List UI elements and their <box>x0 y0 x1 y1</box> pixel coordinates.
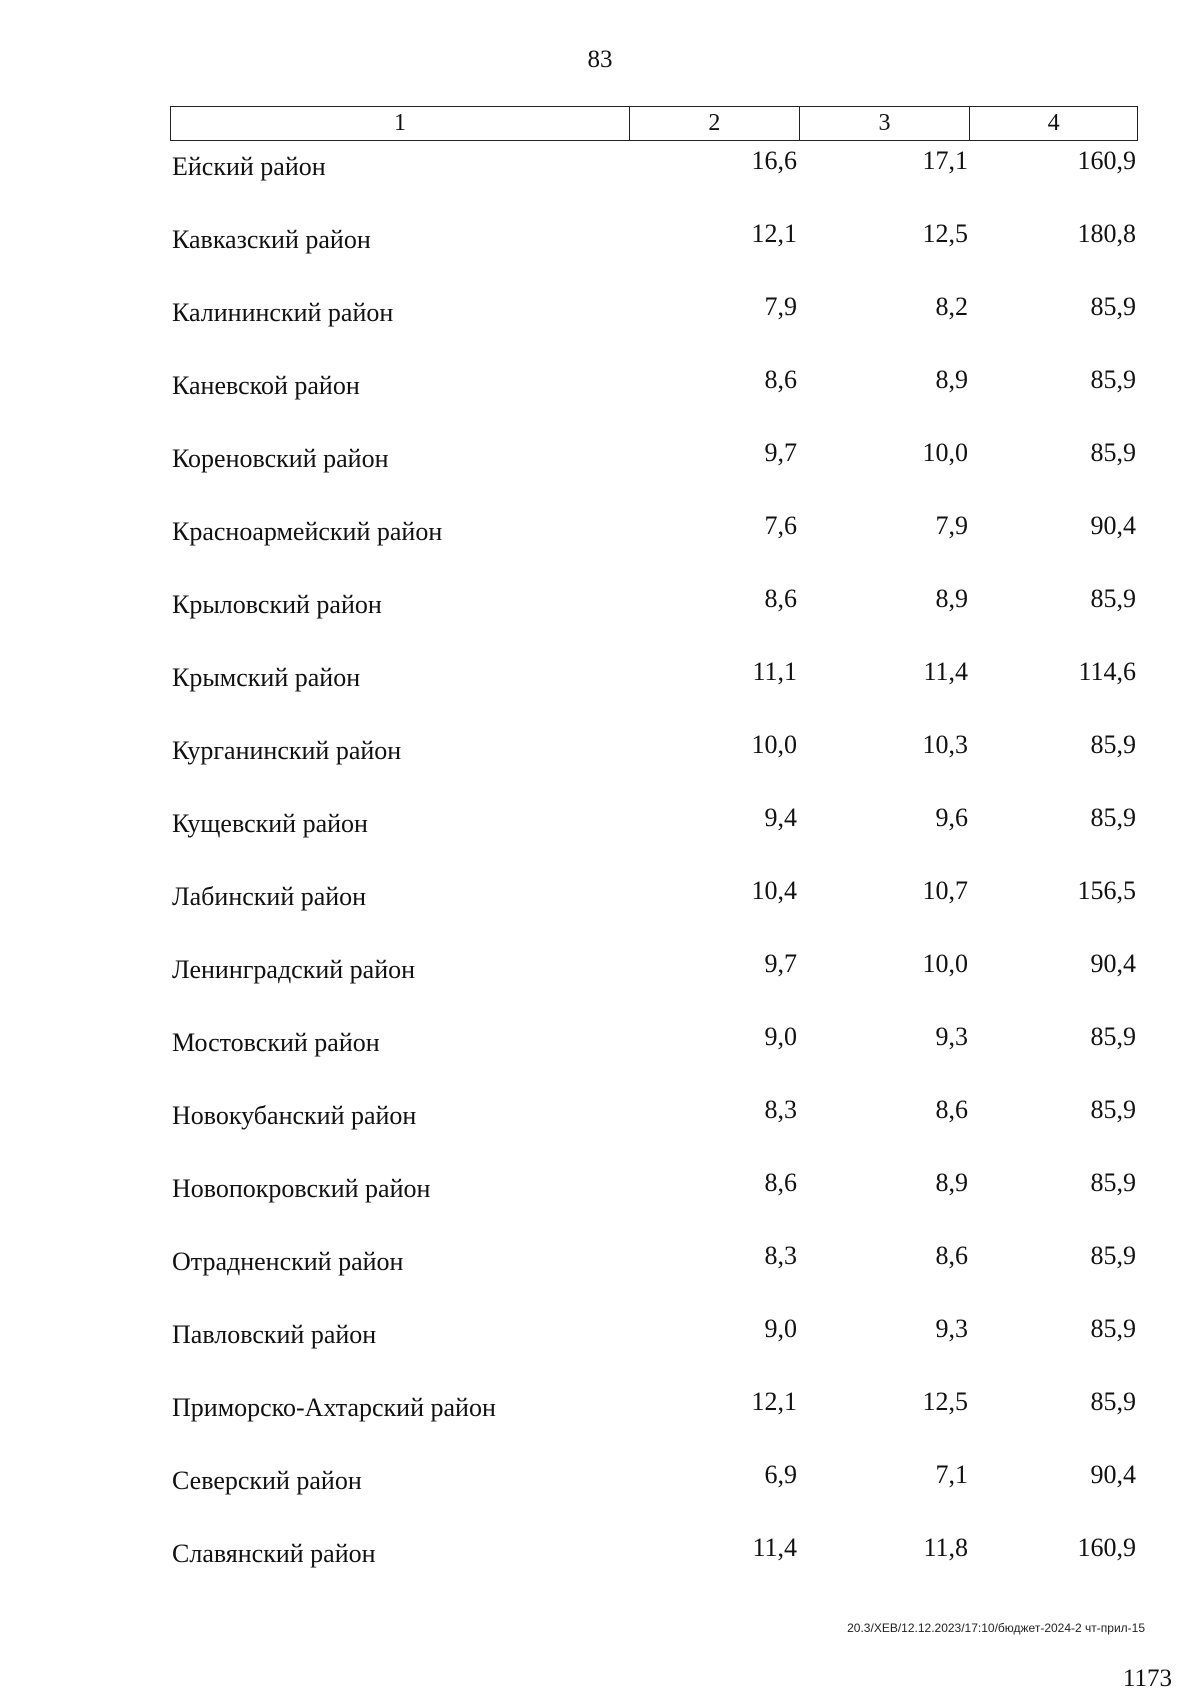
value-col-3: 10,0 <box>922 438 968 467</box>
value-col-3: 8,9 <box>935 584 968 613</box>
table-row <box>170 1382 1138 1455</box>
value-col-2: 8,3 <box>764 1095 797 1124</box>
value-col-3: 9,3 <box>935 1022 968 1051</box>
table-row <box>170 287 1138 360</box>
value-col-2: 7,9 <box>764 292 797 321</box>
district-name: Крымский район <box>172 663 361 692</box>
header-cell-1: 1 <box>394 110 407 136</box>
value-col-3: 8,6 <box>935 1095 968 1124</box>
table-row <box>170 579 1138 652</box>
value-col-3: 12,5 <box>922 1387 968 1416</box>
value-col-2: 8,6 <box>764 584 797 613</box>
district-name: Славянский район <box>172 1539 376 1568</box>
footer-document-code: 20.3/ХЕВ/12.12.2023/17:10/бюджет-2024-2 чт-прил-15 <box>847 1621 1145 1635</box>
table-row <box>170 1236 1138 1309</box>
value-col-4: 85,9 <box>1090 1168 1136 1197</box>
table-row <box>170 1090 1138 1163</box>
page-number: 83 <box>587 46 613 73</box>
table-row <box>170 1528 1138 1601</box>
value-col-3: 8,9 <box>935 1168 968 1197</box>
value-col-4: 160,9 <box>1077 146 1136 175</box>
value-col-3: 11,8 <box>923 1533 968 1562</box>
data-table <box>170 106 1138 1601</box>
value-col-3: 10,0 <box>922 949 968 978</box>
value-col-2: 11,4 <box>752 1533 797 1562</box>
district-name: Мостовский район <box>172 1028 380 1057</box>
district-name: Новопокровский район <box>172 1174 431 1203</box>
table-row <box>170 360 1138 433</box>
value-col-4: 90,4 <box>1090 1460 1136 1489</box>
value-col-3: 7,1 <box>935 1460 968 1489</box>
district-name: Красноармейский район <box>172 517 443 546</box>
table-row <box>170 1017 1138 1090</box>
value-col-4: 160,9 <box>1077 1533 1136 1562</box>
value-col-2: 12,1 <box>751 1387 797 1416</box>
district-name: Курганинский район <box>172 736 402 765</box>
value-col-4: 85,9 <box>1090 1022 1136 1051</box>
table-row <box>170 1163 1138 1236</box>
district-name: Калининский район <box>172 298 394 327</box>
value-col-4: 85,9 <box>1090 1387 1136 1416</box>
table-header-row <box>170 106 1138 141</box>
value-col-4: 85,9 <box>1090 1241 1136 1270</box>
header-cell-2: 2 <box>629 107 799 140</box>
district-name: Кореновский район <box>172 444 389 473</box>
value-col-4: 85,9 <box>1090 584 1136 613</box>
table-row <box>170 141 1138 214</box>
value-col-4: 90,4 <box>1090 511 1136 540</box>
value-col-3: 9,6 <box>935 803 968 832</box>
value-col-2: 9,4 <box>764 803 797 832</box>
table-body <box>170 141 1138 1601</box>
district-name: Отрадненский район <box>172 1247 404 1276</box>
district-name: Каневской район <box>172 371 360 400</box>
value-col-3: 17,1 <box>922 146 968 175</box>
value-col-4: 85,9 <box>1090 803 1136 832</box>
value-col-2: 8,6 <box>764 365 797 394</box>
value-col-2: 9,7 <box>764 438 797 467</box>
value-col-4: 90,4 <box>1090 949 1136 978</box>
value-col-2: 10,0 <box>751 730 797 759</box>
value-col-2: 9,0 <box>764 1314 797 1343</box>
value-col-4: 85,9 <box>1090 365 1136 394</box>
table-row <box>170 871 1138 944</box>
district-name: Приморско-Ахтарский район <box>172 1393 496 1422</box>
district-name: Лабинский район <box>172 882 367 911</box>
value-col-2: 8,6 <box>764 1168 797 1197</box>
value-col-3: 8,9 <box>935 365 968 394</box>
value-col-2: 16,6 <box>751 146 797 175</box>
value-col-4: 85,9 <box>1090 730 1136 759</box>
value-col-4: 85,9 <box>1090 438 1136 467</box>
value-col-3: 12,5 <box>922 219 968 248</box>
value-col-2: 6,9 <box>764 1460 797 1489</box>
value-col-2: 8,3 <box>764 1241 797 1270</box>
table-row <box>170 433 1138 506</box>
table-row <box>170 1455 1138 1528</box>
value-col-3: 9,3 <box>935 1314 968 1343</box>
value-col-3: 8,6 <box>935 1241 968 1270</box>
district-name: Ейский район <box>172 152 326 181</box>
header-cell-3: 3 <box>799 107 970 140</box>
value-col-3: 7,9 <box>935 511 968 540</box>
value-col-3: 10,7 <box>922 876 968 905</box>
value-col-4: 85,9 <box>1090 292 1136 321</box>
value-col-4: 180,8 <box>1077 219 1136 248</box>
value-col-3: 8,2 <box>935 292 968 321</box>
table-row <box>170 652 1138 725</box>
table-row <box>170 214 1138 287</box>
value-col-2: 11,1 <box>752 657 797 686</box>
value-col-2: 12,1 <box>751 219 797 248</box>
footer-page-number: 1173 <box>1122 1665 1172 1692</box>
district-name: Кущевский район <box>172 809 368 838</box>
value-col-2: 9,0 <box>764 1022 797 1051</box>
value-col-2: 10,4 <box>751 876 797 905</box>
value-col-2: 9,7 <box>764 949 797 978</box>
value-col-4: 156,5 <box>1077 876 1136 905</box>
value-col-3: 11,4 <box>923 657 968 686</box>
header-cell-4: 4 <box>969 107 1137 140</box>
value-col-4: 114,6 <box>1078 657 1136 686</box>
district-name: Крыловский район <box>172 590 382 619</box>
value-col-3: 10,3 <box>922 730 968 759</box>
district-name: Кавказский район <box>172 225 371 254</box>
table-row <box>170 725 1138 798</box>
value-col-4: 85,9 <box>1090 1095 1136 1124</box>
district-name: Новокубанский район <box>172 1101 417 1130</box>
table-row <box>170 798 1138 871</box>
value-col-4: 85,9 <box>1090 1314 1136 1343</box>
district-name: Ленинградский район <box>172 955 416 984</box>
district-name: Павловский район <box>172 1320 377 1349</box>
table-row <box>170 1309 1138 1382</box>
table-row <box>170 506 1138 579</box>
district-name: Северский район <box>172 1466 362 1495</box>
table-row <box>170 944 1138 1017</box>
value-col-2: 7,6 <box>764 511 797 540</box>
